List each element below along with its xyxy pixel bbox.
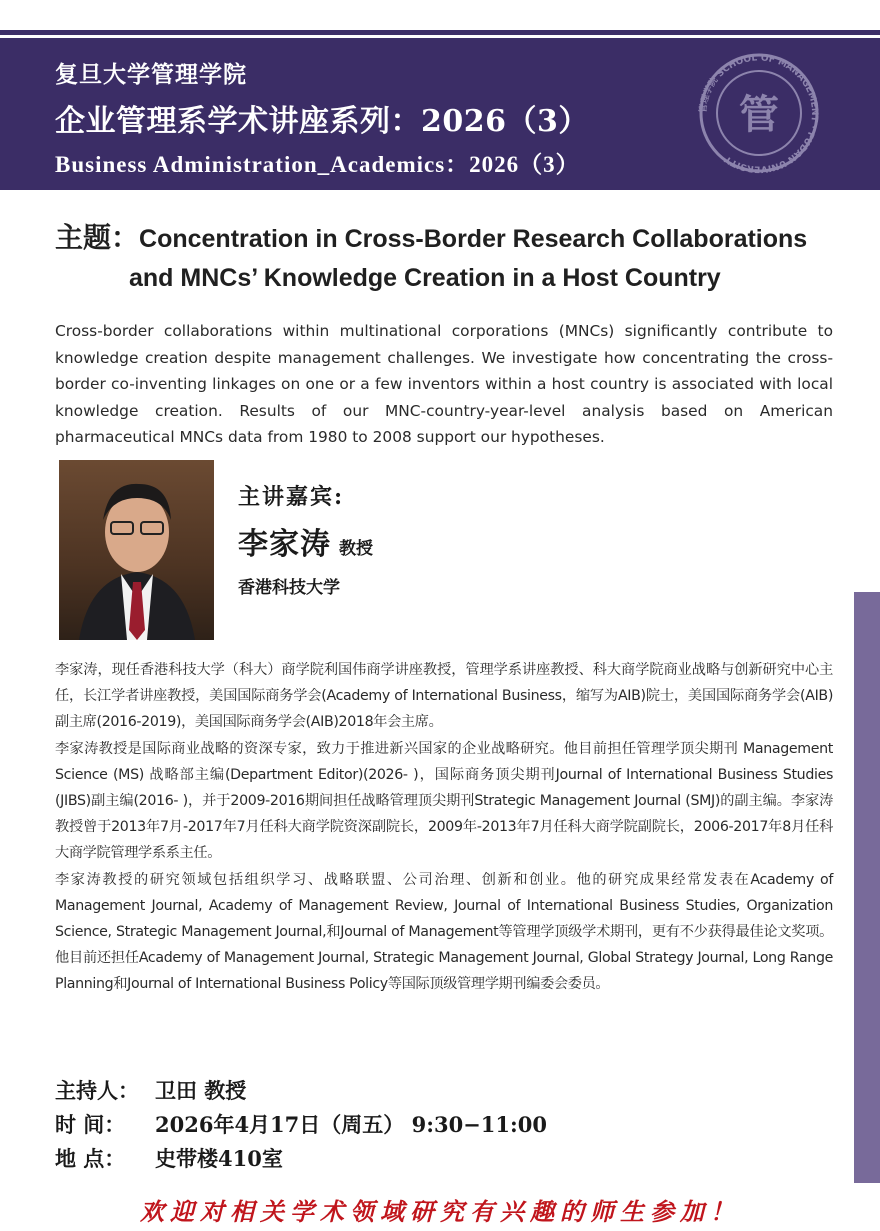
speaker-photo <box>59 460 214 640</box>
speaker-info <box>238 480 373 598</box>
speaker-affiliation: 香港科技大学 <box>238 578 340 598</box>
bio-paragraph-1: 李家涛，现任香港科技大学（科大）商学院利国伟商学讲座教授，管理学系讲座教授、科大商学院商业战略与创新研究中心主任，长江学者讲座教授，美国国际商务学会(Academy of International Business，缩写为AIB)院士，美国国际商务学会(AIB)副主席(2016-2019)，美国国际商务学会(AIB)2018年会主席。 <box>55 662 833 731</box>
speaker-rank: 教授 <box>339 539 373 559</box>
lecture-topic <box>55 220 845 300</box>
place-label: 地 点： <box>55 1146 126 1171</box>
host-value: 卫田 教授 <box>155 1078 247 1103</box>
decorative-side-bar <box>854 592 880 1183</box>
bio-paragraph-2: 李家涛教授是国际商业战略的资深专家，致力于推进新兴国家的企业战略研究。他目前担任管理学顶尖期刊 Management Science (MS) 战略部主编(Department Editor)(2026- )，国际商务顶尖期刊Journal of International Business Studies (JIBS)副主编(2016- )，并于2009-2016期间担任战略管理顶尖期刊Strategic Management Journal (SMJ)的副主编。李家涛教授曾于2013年7月-2017年7月任科大商学院资深副院长，2009年-2013年7月任科大商学院副院长，2006-2017年8月任科大商学院管理学系系主任。 <box>55 740 833 862</box>
header-top-rule <box>0 30 880 35</box>
time-label: 时 间： <box>55 1112 126 1137</box>
school-seal-logo <box>684 52 834 174</box>
host-row <box>55 1074 547 1108</box>
speaker-label: 主讲嘉宾: <box>238 484 345 510</box>
bio-paragraph-3: 李家涛教授的研究领域包括组织学习、战略联盟、公司治理、创新和创业。他的研究成果经常发表在Academy of Management Journal, Academy of Management Review, Journal of International Business Studies, Organization Science, Strategic Management Journal,和Journal of Management等管理学顶级学术期刊，更有不少获得最佳论文奖项。他目前还担任Academy of Management Journal, Strategic Management Journal, Global Strategy Journal, Long Range Planning和Journal of International Business Policy等国际顶级管理学期刊编委会委员。 <box>55 871 833 993</box>
topic-title-line2: and MNCs’ Knowledge Creation in a Host Country <box>129 264 721 292</box>
event-details <box>55 1074 547 1176</box>
abstract-text: Cross-border collaborations within multinational corporations (MNCs) significantly contribute to knowledge creation despite management challenges. We investigate how concentrating the cross-border co-inventing linkages on one or a few inventors within a host country is associated with local knowledge creation. Results of our MNC-country-year-level analysis based on American pharmaceutical MNCs data from 1980 to 2008 support our hypotheses. <box>55 322 833 446</box>
place-row <box>55 1142 547 1176</box>
series-title-en: Business Administration_Academics：2026（3） <box>55 152 580 177</box>
speaker-bio <box>55 657 833 998</box>
seal-center-glyph: 管 <box>739 91 779 138</box>
topic-label: 主题： <box>55 221 140 254</box>
host-label: 主持人： <box>55 1078 139 1103</box>
header-banner <box>0 38 880 190</box>
seal-arc-text: 管理学院 SCHOOL OF MANAGEMENT · FUDAN UNIVERSITY <box>698 53 820 174</box>
place-value: 史带楼410室 <box>155 1146 283 1171</box>
school-name: 复旦大学管理学院 <box>55 61 247 88</box>
welcome-message: 欢迎对相关学术领域研究有兴趣的师生参加！ <box>140 1197 740 1226</box>
speaker-name-row <box>238 519 373 563</box>
topic-title-line1: Concentration in Cross-Border Research Collaborations <box>139 225 808 253</box>
time-row <box>55 1108 547 1142</box>
series-title-cn: 企业管理系学术讲座系列：2026（3） <box>55 104 589 139</box>
speaker-name: 李家涛 <box>238 527 331 562</box>
time-value: 2026年4月17日（周五） 9:30−11:00 <box>155 1112 547 1137</box>
